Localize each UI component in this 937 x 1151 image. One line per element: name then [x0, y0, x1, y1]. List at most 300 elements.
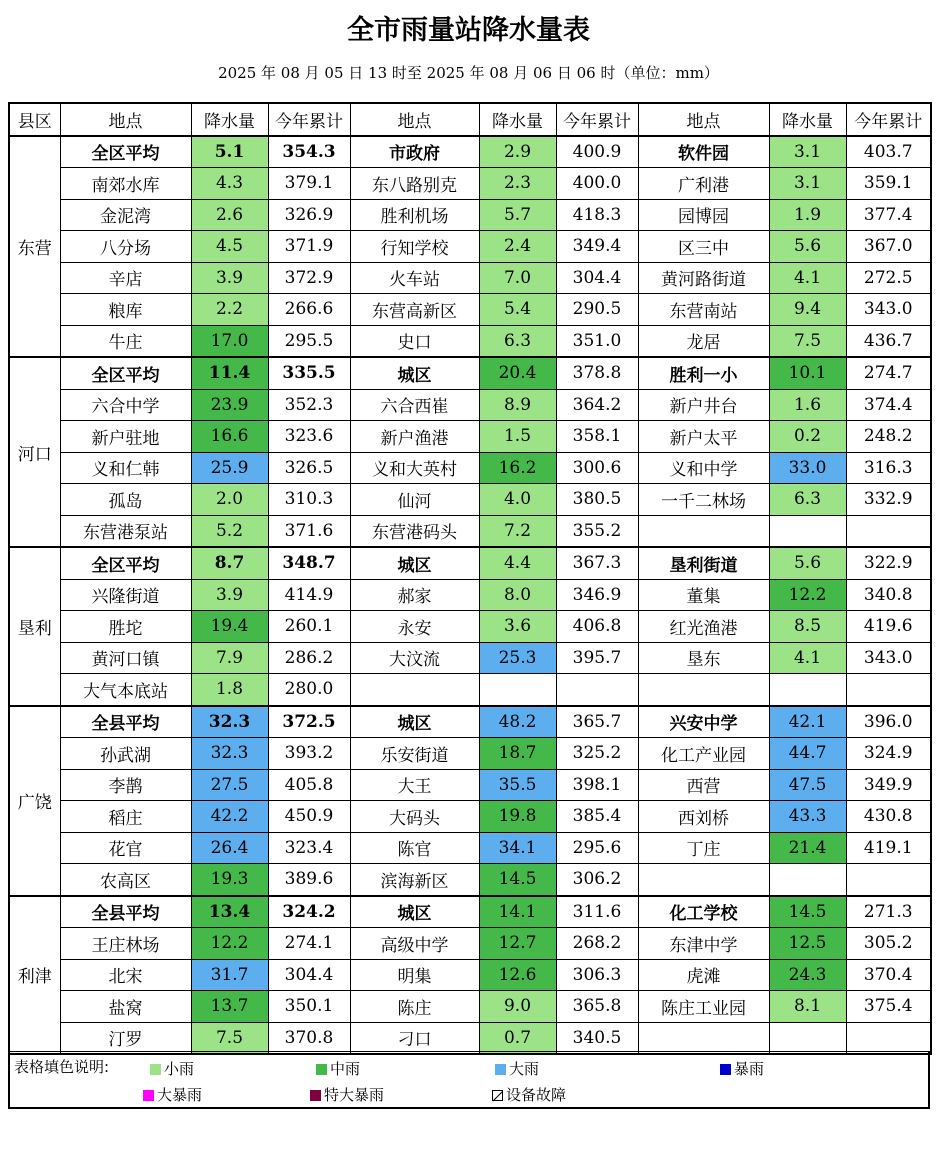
station-name-cell: 区三中 [638, 231, 769, 263]
annual-total-cell: 322.9 [846, 547, 931, 579]
annual-total-cell: 419.6 [846, 611, 931, 643]
annual-total-cell: 405.8 [268, 769, 350, 801]
table-row [9, 389, 931, 421]
rainfall-cell: 5.2 [191, 515, 268, 547]
station-name-cell: 高级中学 [350, 928, 479, 960]
legend-item-extreme-rainstorm: 特大暴雨 [310, 1084, 384, 1105]
rainfall-cell: 18.7 [479, 738, 556, 770]
legend-item-device-fault: 设备故障 [492, 1084, 566, 1105]
station-name-cell: 明集 [350, 959, 479, 991]
county-cell: 东营 [9, 136, 60, 358]
station-name-cell: 东营港泵站 [60, 515, 191, 547]
column-header: 县区 [9, 103, 60, 136]
annual-total-cell: 403.7 [846, 136, 931, 168]
column-header: 地点 [60, 103, 191, 136]
station-name-cell [350, 674, 479, 706]
rainfall-cell: 5.6 [769, 231, 846, 263]
annual-total-cell: 370.4 [846, 959, 931, 991]
station-name-cell: 黄河路街道 [638, 262, 769, 294]
rainfall-cell: 8.9 [479, 389, 556, 421]
rainfall-cell: 8.5 [769, 611, 846, 643]
station-name-cell: 陈庄 [350, 991, 479, 1023]
rainfall-cell: 2.9 [479, 136, 556, 168]
annual-total-cell: 280.0 [268, 674, 350, 706]
annual-total-cell: 352.3 [268, 389, 350, 421]
station-name-cell: 史口 [350, 325, 479, 357]
table-row [9, 674, 931, 706]
annual-total-cell: 295.6 [556, 832, 638, 864]
annual-total-cell: 372.9 [268, 262, 350, 294]
station-name-cell: 新户驻地 [60, 421, 191, 453]
station-name-cell: 郝家 [350, 579, 479, 611]
table-row [9, 738, 931, 770]
station-name-cell: 虎滩 [638, 959, 769, 991]
rainfall-cell: 11.4 [191, 357, 268, 389]
column-header: 降水量 [769, 103, 846, 136]
header-row [9, 103, 931, 136]
station-name-cell: 董集 [638, 579, 769, 611]
station-name-cell: 垦利街道 [638, 547, 769, 579]
station-name-cell: 软件园 [638, 136, 769, 168]
annual-total-cell [556, 674, 638, 706]
station-name-cell: 刁口 [350, 1022, 479, 1054]
table-row [9, 136, 931, 168]
column-header: 降水量 [479, 103, 556, 136]
table-row [9, 706, 931, 738]
station-name-cell: 龙居 [638, 325, 769, 357]
annual-total-cell: 365.8 [556, 991, 638, 1023]
rainfall-cell: 2.4 [479, 231, 556, 263]
page-title: 全市雨量站降水量表 [347, 15, 590, 46]
rainfall-cell: 48.2 [479, 706, 556, 738]
rainfall-cell: 7.0 [479, 262, 556, 294]
annual-total-cell: 414.9 [268, 579, 350, 611]
station-name-cell: 孙武湖 [60, 738, 191, 770]
station-name-cell: 广利港 [638, 168, 769, 200]
annual-total-cell: 351.0 [556, 325, 638, 357]
annual-total-cell: 380.5 [556, 484, 638, 516]
rainfall-cell: 1.9 [769, 199, 846, 231]
rainfall-cell: 4.1 [769, 262, 846, 294]
time-range-subtitle: 2025 年 08 月 05 日 13 时至 2025 年 08 月 06 日 06 时（单位：mm） [218, 64, 719, 82]
rainfall-cell: 35.5 [479, 769, 556, 801]
column-header: 地点 [350, 103, 479, 136]
rainfall-cell: 27.5 [191, 769, 268, 801]
annual-total-cell: 354.3 [268, 136, 350, 168]
rainfall-cell [769, 864, 846, 896]
annual-total-cell: 400.9 [556, 136, 638, 168]
rainfall-cell: 42.2 [191, 801, 268, 833]
rainfall-cell: 5.6 [769, 547, 846, 579]
rainfall-cell: 5.1 [191, 136, 268, 168]
annual-total-cell: 323.4 [268, 832, 350, 864]
annual-total-cell: 349.4 [556, 231, 638, 263]
rainfall-cell: 26.4 [191, 832, 268, 864]
annual-total-cell: 305.2 [846, 928, 931, 960]
annual-total-cell: 379.1 [268, 168, 350, 200]
station-name-cell: 永安 [350, 611, 479, 643]
annual-total-cell: 340.5 [556, 1022, 638, 1054]
rainfall-cell: 16.2 [479, 452, 556, 484]
station-name-cell: 仙河 [350, 484, 479, 516]
station-name-cell: 全县平均 [60, 896, 191, 928]
station-name-cell: 全区平均 [60, 136, 191, 168]
annual-total-cell: 300.6 [556, 452, 638, 484]
rainfall-cell: 42.1 [769, 706, 846, 738]
table-row [9, 1022, 931, 1054]
annual-total-cell: 326.9 [268, 199, 350, 231]
legend-item-rainstorm: 暴雨 [720, 1058, 764, 1079]
legend-item-heavy-rainstorm: 大暴雨 [143, 1084, 202, 1105]
table-row [9, 579, 931, 611]
station-name-cell: 胜利一小 [638, 357, 769, 389]
rainfall-cell: 4.1 [769, 642, 846, 674]
rainfall-cell: 4.5 [191, 231, 268, 263]
station-name-cell: 汀罗 [60, 1022, 191, 1054]
station-name-cell: 义和中学 [638, 452, 769, 484]
rainfall-cell: 13.7 [191, 991, 268, 1023]
rainfall-cell: 12.5 [769, 928, 846, 960]
table-row [9, 928, 931, 960]
annual-total-cell: 324.9 [846, 738, 931, 770]
station-name-cell: 六合西崔 [350, 389, 479, 421]
rainfall-cell: 4.3 [191, 168, 268, 200]
annual-total-cell: 385.4 [556, 801, 638, 833]
table-row [9, 231, 931, 263]
annual-total-cell: 418.3 [556, 199, 638, 231]
annual-total-cell: 365.7 [556, 706, 638, 738]
rainfall-cell: 5.4 [479, 294, 556, 326]
station-name-cell: 黄河口镇 [60, 642, 191, 674]
heavy-rain-swatch [495, 1064, 506, 1075]
annual-total-cell: 306.2 [556, 864, 638, 896]
rainfall-cell: 3.1 [769, 168, 846, 200]
table-row [9, 547, 931, 579]
rainfall-cell: 9.0 [479, 991, 556, 1023]
table-row [9, 515, 931, 547]
device-fault-icon [492, 1090, 503, 1101]
rainfall-cell: 7.9 [191, 642, 268, 674]
rainfall-cell: 4.0 [479, 484, 556, 516]
station-name-cell: 红光渔港 [638, 611, 769, 643]
station-name-cell: 义和仁韩 [60, 452, 191, 484]
annual-total-cell: 364.2 [556, 389, 638, 421]
annual-total-cell: 316.3 [846, 452, 931, 484]
station-name-cell: 陈官 [350, 832, 479, 864]
table-row [9, 421, 931, 453]
station-name-cell: 义和大英村 [350, 452, 479, 484]
table-row [9, 864, 931, 896]
table-row [9, 199, 931, 231]
rainfall-cell: 3.9 [191, 262, 268, 294]
annual-total-cell: 271.3 [846, 896, 931, 928]
annual-total-cell: 359.1 [846, 168, 931, 200]
station-name-cell: 西刘桥 [638, 801, 769, 833]
annual-total-cell: 248.2 [846, 421, 931, 453]
rainfall-cell: 31.7 [191, 959, 268, 991]
annual-total-cell: 375.4 [846, 991, 931, 1023]
legend-label: 表格填色说明: [14, 1058, 110, 1076]
moderate-rain-swatch [316, 1064, 327, 1075]
table-row [9, 294, 931, 326]
annual-total-cell: 355.2 [556, 515, 638, 547]
rainfall-cell: 7.2 [479, 515, 556, 547]
annual-total-cell: 286.2 [268, 642, 350, 674]
annual-total-cell: 335.5 [268, 357, 350, 389]
rainfall-cell: 19.4 [191, 611, 268, 643]
annual-total-cell: 450.9 [268, 801, 350, 833]
station-name-cell: 化工产业园 [638, 738, 769, 770]
annual-total-cell: 370.8 [268, 1022, 350, 1054]
station-name-cell: 胜利机场 [350, 199, 479, 231]
annual-total-cell: 310.3 [268, 484, 350, 516]
station-name-cell: 金泥湾 [60, 199, 191, 231]
rainfall-cell: 1.5 [479, 421, 556, 453]
county-group [9, 136, 931, 358]
rainfall-cell: 20.4 [479, 357, 556, 389]
station-name-cell: 全区平均 [60, 547, 191, 579]
county-group [9, 547, 931, 706]
rainfall-cell: 19.8 [479, 801, 556, 833]
rainfall-cell: 47.5 [769, 769, 846, 801]
station-name-cell [638, 515, 769, 547]
annual-total-cell: 349.9 [846, 769, 931, 801]
table-row [9, 325, 931, 357]
station-name-cell: 胜坨 [60, 611, 191, 643]
station-name-cell: 一千二林场 [638, 484, 769, 516]
rainfall-cell: 0.2 [769, 421, 846, 453]
county-group [9, 357, 931, 547]
table-row [9, 452, 931, 484]
station-name-cell: 王庄林场 [60, 928, 191, 960]
annual-total-cell: 395.7 [556, 642, 638, 674]
heavy-rainstorm-swatch [143, 1090, 154, 1101]
table-row [9, 168, 931, 200]
rainfall-cell: 5.7 [479, 199, 556, 231]
station-name-cell: 东营港码头 [350, 515, 479, 547]
station-name-cell: 大汶流 [350, 642, 479, 674]
annual-total-cell: 389.6 [268, 864, 350, 896]
station-name-cell: 新户渔港 [350, 421, 479, 453]
station-name-cell: 孤岛 [60, 484, 191, 516]
station-name-cell: 新户井台 [638, 389, 769, 421]
rainfall-cell: 12.2 [769, 579, 846, 611]
station-name-cell: 大码头 [350, 801, 479, 833]
annual-total-cell: 323.6 [268, 421, 350, 453]
rainfall-cell: 2.3 [479, 168, 556, 200]
station-name-cell: 化工学校 [638, 896, 769, 928]
station-name-cell: 花官 [60, 832, 191, 864]
rainstorm-swatch [720, 1064, 731, 1075]
rainfall-cell [769, 674, 846, 706]
station-name-cell: 盐窝 [60, 991, 191, 1023]
rainfall-cell: 44.7 [769, 738, 846, 770]
rainfall-cell: 12.6 [479, 959, 556, 991]
rainfall-cell: 2.0 [191, 484, 268, 516]
annual-total-cell: 348.7 [268, 547, 350, 579]
table-row [9, 262, 931, 294]
station-name-cell: 大气本底站 [60, 674, 191, 706]
table-row [9, 642, 931, 674]
station-name-cell: 城区 [350, 357, 479, 389]
rainfall-cell: 1.6 [769, 389, 846, 421]
station-name-cell: 大王 [350, 769, 479, 801]
station-name-cell: 市政府 [350, 136, 479, 168]
annual-total-cell: 371.9 [268, 231, 350, 263]
annual-total-cell: 290.5 [556, 294, 638, 326]
station-name-cell: 八分场 [60, 231, 191, 263]
annual-total-cell: 295.5 [268, 325, 350, 357]
station-name-cell: 陈庄工业园 [638, 991, 769, 1023]
station-name-cell: 城区 [350, 706, 479, 738]
annual-total-cell: 340.8 [846, 579, 931, 611]
annual-total-cell: 325.2 [556, 738, 638, 770]
legend-item-heavy-rain: 大雨 [495, 1058, 539, 1079]
legend-item-light-rain: 小雨 [150, 1058, 194, 1079]
rainfall-cell [769, 515, 846, 547]
rainfall-cell: 12.7 [479, 928, 556, 960]
color-legend [8, 1051, 930, 1109]
rainfall-cell: 8.0 [479, 579, 556, 611]
rainfall-cell: 16.6 [191, 421, 268, 453]
station-name-cell: 东津中学 [638, 928, 769, 960]
rainfall-cell: 0.7 [479, 1022, 556, 1054]
station-name-cell: 农高区 [60, 864, 191, 896]
table-row [9, 832, 931, 864]
annual-total-cell: 306.3 [556, 959, 638, 991]
rainfall-cell: 23.9 [191, 389, 268, 421]
rainfall-cell: 12.2 [191, 928, 268, 960]
rainfall-cell: 7.5 [191, 1022, 268, 1054]
rainfall-cell: 2.2 [191, 294, 268, 326]
annual-total-cell: 332.9 [846, 484, 931, 516]
station-name-cell [638, 864, 769, 896]
station-name-cell: 牛庄 [60, 325, 191, 357]
station-name-cell: 乐安街道 [350, 738, 479, 770]
rainfall-cell: 32.3 [191, 738, 268, 770]
station-name-cell: 城区 [350, 547, 479, 579]
annual-total-cell: 367.0 [846, 231, 931, 263]
annual-total-cell [846, 1022, 931, 1054]
rainfall-cell: 9.4 [769, 294, 846, 326]
annual-total-cell: 268.2 [556, 928, 638, 960]
station-name-cell: 西营 [638, 769, 769, 801]
station-name-cell: 滨海新区 [350, 864, 479, 896]
annual-total-cell: 346.9 [556, 579, 638, 611]
rainfall-cell: 24.3 [769, 959, 846, 991]
annual-total-cell: 406.8 [556, 611, 638, 643]
column-header: 今年累计 [268, 103, 350, 136]
rainfall-cell: 43.3 [769, 801, 846, 833]
station-name-cell: 全区平均 [60, 357, 191, 389]
station-name-cell: 北宋 [60, 959, 191, 991]
station-name-cell: 兴安中学 [638, 706, 769, 738]
annual-total-cell: 326.5 [268, 452, 350, 484]
annual-total-cell [846, 515, 931, 547]
rainfall-cell: 3.6 [479, 611, 556, 643]
county-group [9, 896, 931, 1055]
table-row [9, 769, 931, 801]
annual-total-cell: 374.4 [846, 389, 931, 421]
station-name-cell: 东营南站 [638, 294, 769, 326]
station-name-cell: 粮库 [60, 294, 191, 326]
annual-total-cell: 304.4 [556, 262, 638, 294]
station-name-cell [638, 674, 769, 706]
county-cell: 利津 [9, 896, 60, 1055]
station-name-cell: 李鹊 [60, 769, 191, 801]
table-row [9, 484, 931, 516]
rainfall-cell: 3.9 [191, 579, 268, 611]
rainfall-cell: 25.3 [479, 642, 556, 674]
station-name-cell: 东八路别克 [350, 168, 479, 200]
rainfall-cell: 3.1 [769, 136, 846, 168]
rainfall-cell: 4.4 [479, 547, 556, 579]
annual-total-cell: 419.1 [846, 832, 931, 864]
station-name-cell [638, 1022, 769, 1054]
rainfall-cell: 14.1 [479, 896, 556, 928]
rainfall-cell: 8.1 [769, 991, 846, 1023]
station-name-cell: 城区 [350, 896, 479, 928]
station-name-cell: 东营高新区 [350, 294, 479, 326]
rainfall-cell: 2.6 [191, 199, 268, 231]
annual-total-cell: 378.8 [556, 357, 638, 389]
rainfall-cell: 14.5 [769, 896, 846, 928]
rainfall-cell: 13.4 [191, 896, 268, 928]
column-header: 降水量 [191, 103, 268, 136]
rainfall-cell: 6.3 [479, 325, 556, 357]
rainfall-cell [479, 674, 556, 706]
station-name-cell: 稻庄 [60, 801, 191, 833]
station-name-cell: 火车站 [350, 262, 479, 294]
annual-total-cell: 358.1 [556, 421, 638, 453]
annual-total-cell: 367.3 [556, 547, 638, 579]
column-header: 今年累计 [846, 103, 931, 136]
annual-total-cell [846, 864, 931, 896]
annual-total-cell [846, 674, 931, 706]
rainfall-cell [769, 1022, 846, 1054]
annual-total-cell: 393.2 [268, 738, 350, 770]
annual-total-cell: 398.1 [556, 769, 638, 801]
station-name-cell: 六合中学 [60, 389, 191, 421]
table-row [9, 611, 931, 643]
rainfall-cell: 21.4 [769, 832, 846, 864]
rainfall-cell: 19.3 [191, 864, 268, 896]
rainfall-cell: 14.5 [479, 864, 556, 896]
station-name-cell: 辛店 [60, 262, 191, 294]
county-cell: 河口 [9, 357, 60, 547]
rainfall-cell: 17.0 [191, 325, 268, 357]
annual-total-cell: 372.5 [268, 706, 350, 738]
annual-total-cell: 396.0 [846, 706, 931, 738]
annual-total-cell: 343.0 [846, 294, 931, 326]
annual-total-cell: 430.8 [846, 801, 931, 833]
extreme-rainstorm-swatch [310, 1090, 321, 1101]
station-name-cell: 南郊水库 [60, 168, 191, 200]
annual-total-cell: 436.7 [846, 325, 931, 357]
rainfall-cell: 25.9 [191, 452, 268, 484]
annual-total-cell: 400.0 [556, 168, 638, 200]
station-name-cell: 新户太平 [638, 421, 769, 453]
table-row [9, 991, 931, 1023]
rainfall-cell: 10.1 [769, 357, 846, 389]
rainfall-cell: 32.3 [191, 706, 268, 738]
rainfall-cell: 6.3 [769, 484, 846, 516]
column-header: 地点 [638, 103, 769, 136]
station-name-cell: 全县平均 [60, 706, 191, 738]
station-name-cell: 园博园 [638, 199, 769, 231]
rainfall-table [8, 102, 932, 1055]
rainfall-cell: 1.8 [191, 674, 268, 706]
